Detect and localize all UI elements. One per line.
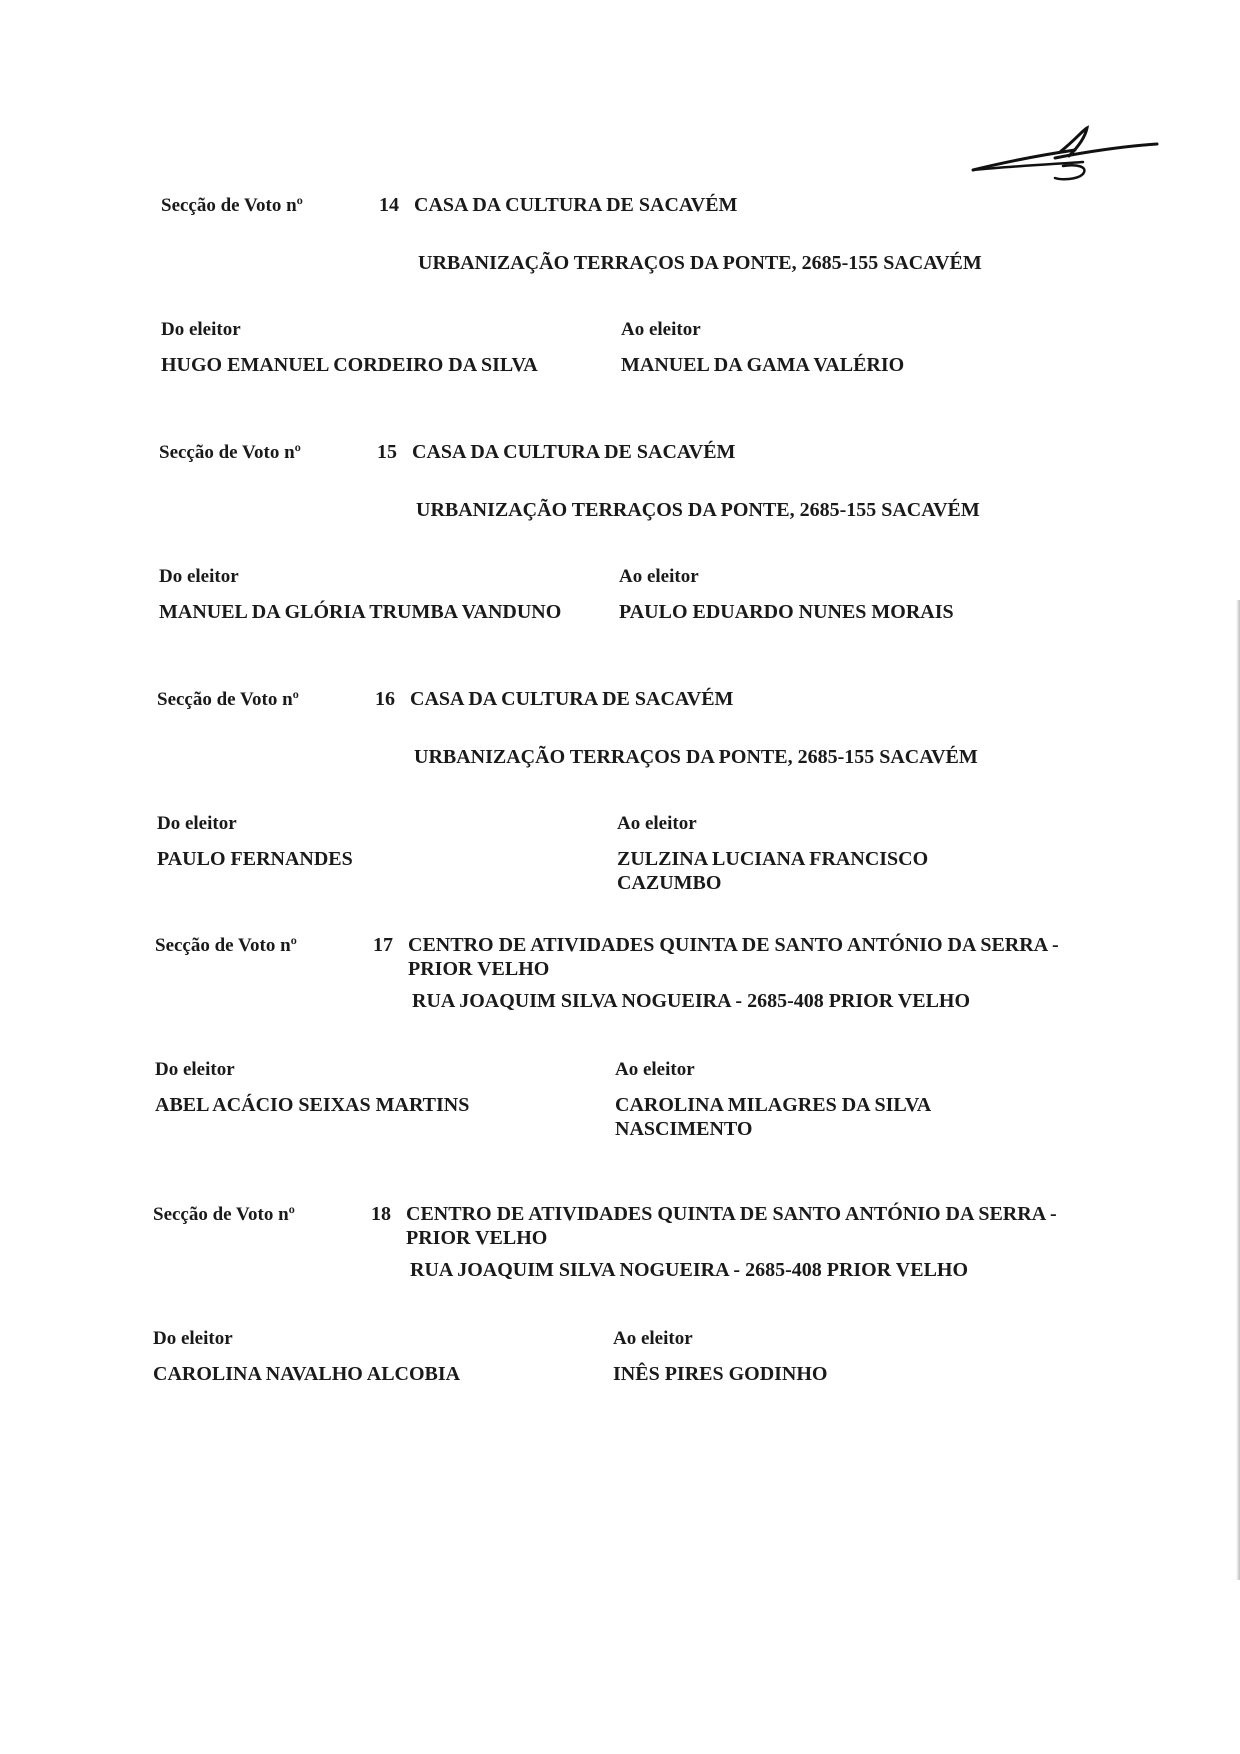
to-voter-name: ZULZINA LUCIANA FRANCISCO CAZUMBO [617,848,929,894]
to-voter-name: CAROLINA MILAGRES DA SILVA NASCIMENTO [615,1094,931,1140]
voting-section [161,190,1161,430]
polling-address: RUA JOAQUIM SILVA NOGUEIRA - 2685-408 PRIOR VELHO [412,990,971,1012]
section-label: Secção de Voto nº [155,935,297,956]
voting-section [155,930,1155,1170]
section-number: 14 [379,194,399,216]
from-voter-name: HUGO EMANUEL CORDEIRO DA SILVA [161,354,538,376]
section-label: Secção de Voto nº [159,442,301,463]
from-voter-label: Do eleitor [161,319,241,340]
from-voter-name: PAULO FERNANDES [157,848,353,870]
polling-place: CASA DA CULTURA DE SACAVÉM [414,194,738,216]
to-voter-label: Ao eleitor [617,813,697,834]
section-number: 18 [371,1203,391,1225]
to-voter-name: INÊS PIRES GODINHO [613,1363,828,1385]
to-voter-label: Ao eleitor [619,566,699,587]
section-label: Secção de Voto nº [161,195,303,216]
polling-place: CASA DA CULTURA DE SACAVÉM [410,688,734,710]
section-number: 15 [377,441,397,463]
voting-section [159,437,1159,677]
polling-address: URBANIZAÇÃO TERRAÇOS DA PONTE, 2685-155 SACAVÉM [416,499,980,521]
polling-place: CASA DA CULTURA DE SACAVÉM [412,441,736,463]
from-voter-name: ABEL ACÁCIO SEIXAS MARTINS [155,1094,470,1116]
from-voter-label: Do eleitor [159,566,239,587]
to-voter-name: MANUEL DA GAMA VALÉRIO [621,354,905,376]
from-voter-name: MANUEL DA GLÓRIA TRUMBA VANDUNO [159,601,562,623]
voting-section [153,1199,1153,1439]
section-number: 17 [373,934,393,956]
polling-address: RUA JOAQUIM SILVA NOGUEIRA - 2685-408 PRIOR VELHO [410,1259,969,1281]
polling-address: URBANIZAÇÃO TERRAÇOS DA PONTE, 2685-155 SACAVÉM [414,746,978,768]
voting-section [157,684,1157,924]
scan-edge-shadow [1236,600,1240,1580]
section-number: 16 [375,688,395,710]
section-label: Secção de Voto nº [153,1204,295,1225]
to-voter-label: Ao eleitor [615,1059,695,1080]
from-voter-name: CAROLINA NAVALHO ALCOBIA [153,1363,461,1385]
polling-address: URBANIZAÇÃO TERRAÇOS DA PONTE, 2685-155 SACAVÉM [418,252,982,274]
from-voter-label: Do eleitor [155,1059,235,1080]
polling-place: CENTRO DE ATIVIDADES QUINTA DE SANTO ANTÓNIO DA SERRA - PRIOR VELHO [406,1203,1057,1249]
to-voter-label: Ao eleitor [621,319,701,340]
to-voter-label: Ao eleitor [613,1328,693,1349]
from-voter-label: Do eleitor [153,1328,233,1349]
to-voter-name: PAULO EDUARDO NUNES MORAIS [619,601,954,623]
from-voter-label: Do eleitor [157,813,237,834]
section-label: Secção de Voto nº [157,689,299,710]
signature-mark [965,122,1165,182]
polling-place: CENTRO DE ATIVIDADES QUINTA DE SANTO ANTÓNIO DA SERRA - PRIOR VELHO [408,934,1059,980]
